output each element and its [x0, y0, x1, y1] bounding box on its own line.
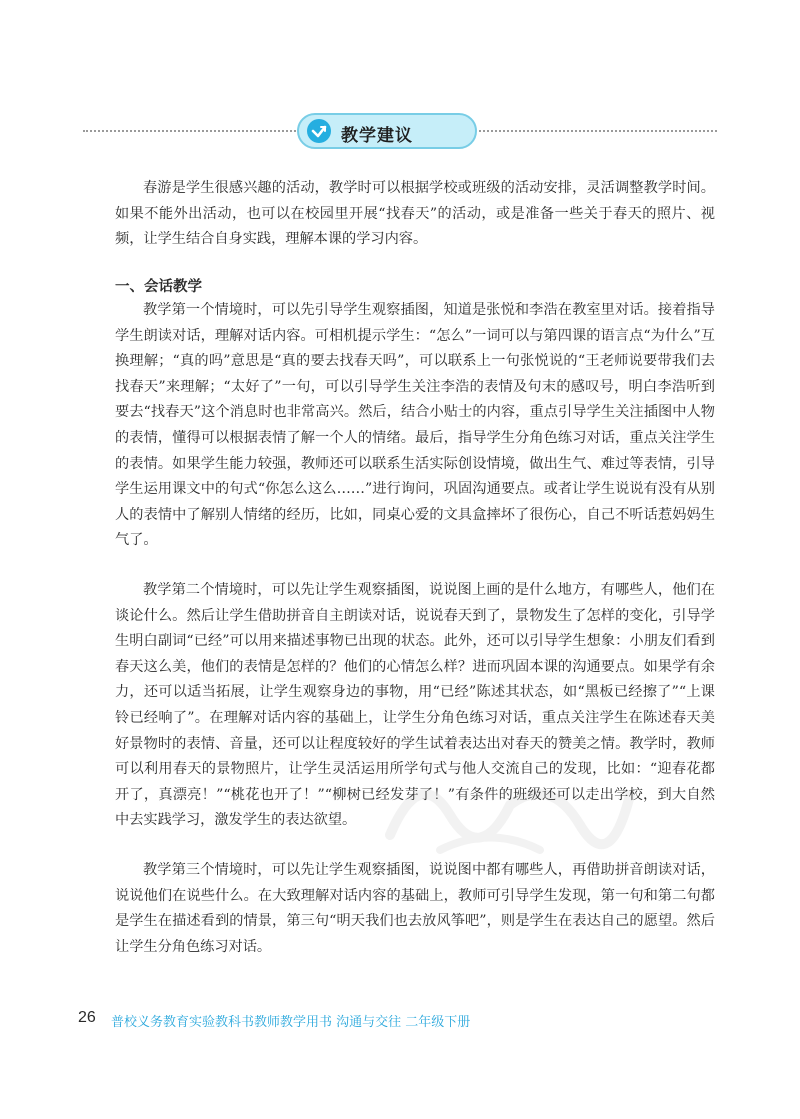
page-number: 26	[78, 1009, 96, 1026]
divider-left	[83, 130, 303, 132]
divider-right	[474, 130, 717, 132]
footer-book-title: 普校义务教育实验教科书教师教学用书 沟通与交往 二年级下册	[111, 1015, 471, 1030]
paragraph-1: 教学第一个情境时，可以先引导学生观察插图，知道是张悦和李浩在教室里对话。接着指导学生朗读对话，理解对话内容。可相机提示学生：“怎么”一词可以与第四课的语言点“为什么”互换理解；“真的吗”意思是“真的要去找春天吗”，可以联系上一句张悦说的“王老师说要带我们去找春天”来理解；“太好了”一句，可以引导学生关注李浩的表情及句末的感叹号，明白李浩听到要去“找春天”这个消息时也非常高兴。然后，结合小贴士的内容，重点引导学生关注插图中人物的表情，懂得可以根据表情了解一个人的情绪。最后，指导学生分角色练习对话，重点关注学生的表情。如果学生能力较强，教师还可以联系生活实际创设情境，做出生气、难过等表情，引导学生运用课文中的句式“你怎么这么……”进行询问，巩固沟通要点。或者让学生说说有没有从别人的表情中了解别人情绪的经历，比如，同桌心爱的文具盒摔坏了很伤心，自己不听话惹妈妈生气了。	[115, 302, 715, 549]
section-title: 教学建议	[341, 126, 413, 146]
section-banner	[297, 113, 477, 149]
check-arrow-icon	[307, 119, 331, 143]
paragraph-3: 教学第三个情境时，可以先让学生观察插图，说说图中都有哪些人，再借助拼音朗读对话，说说他们在说些什么。在大致理解对话内容的基础上，教师可引导学生发现，第一句和第二句都是学生在描述看到的情景，第三句“明天我们也去放风筝吧”，则是学生在表达自己的愿望。然后让学生分角色练习对话。	[115, 862, 715, 955]
section-heading: 一、会话教学	[115, 279, 202, 295]
paragraph-2: 教学第二个情境时，可以先让学生观察插图，说说图上画的是什么地方，有哪些人，他们在谈论什么。然后让学生借助拼音自主朗读对话，说说春天到了，景物发生了怎样的变化，引导学生明白副词“已经”可以用来描述事物已出现的状态。此外，还可以引导学生想象：小朋友们看到春天这么美，他们的表情是怎样的？他们的心情怎么样？进而巩固本课的沟通要点。如果学有余力，还可以适当拓展，让学生观察身边的事物，用“已经”陈述其状态，如“黑板已经擦了”“上课铃已经响了”。在理解对话内容的基础上，让学生分角色练习对话，重点关注学生在陈述春天美好景物时的表情、音量，还可以让程度较好的学生试着表达出对春天的赞美之情。教学时，教师可以利用春天的景物照片，让学生灵活运用所学句式与他人交流自己的发现，比如：“迎春花都开了，真漂亮！”“桃花也开了！”“柳树已经发芽了！”有条件的班级还可以走出学校，到大自然中去实践学习，激发学生的表达欲望。	[115, 582, 715, 829]
intro-paragraph: 春游是学生很感兴趣的活动，教学时可以根据学校或班级的活动安排，灵活调整教学时间。如果不能外出活动，也可以在校园里开展“找春天”的活动，或是准备一些关于春天的照片、视频，让学生结合自身实践，理解本课的学习内容。	[115, 180, 715, 248]
